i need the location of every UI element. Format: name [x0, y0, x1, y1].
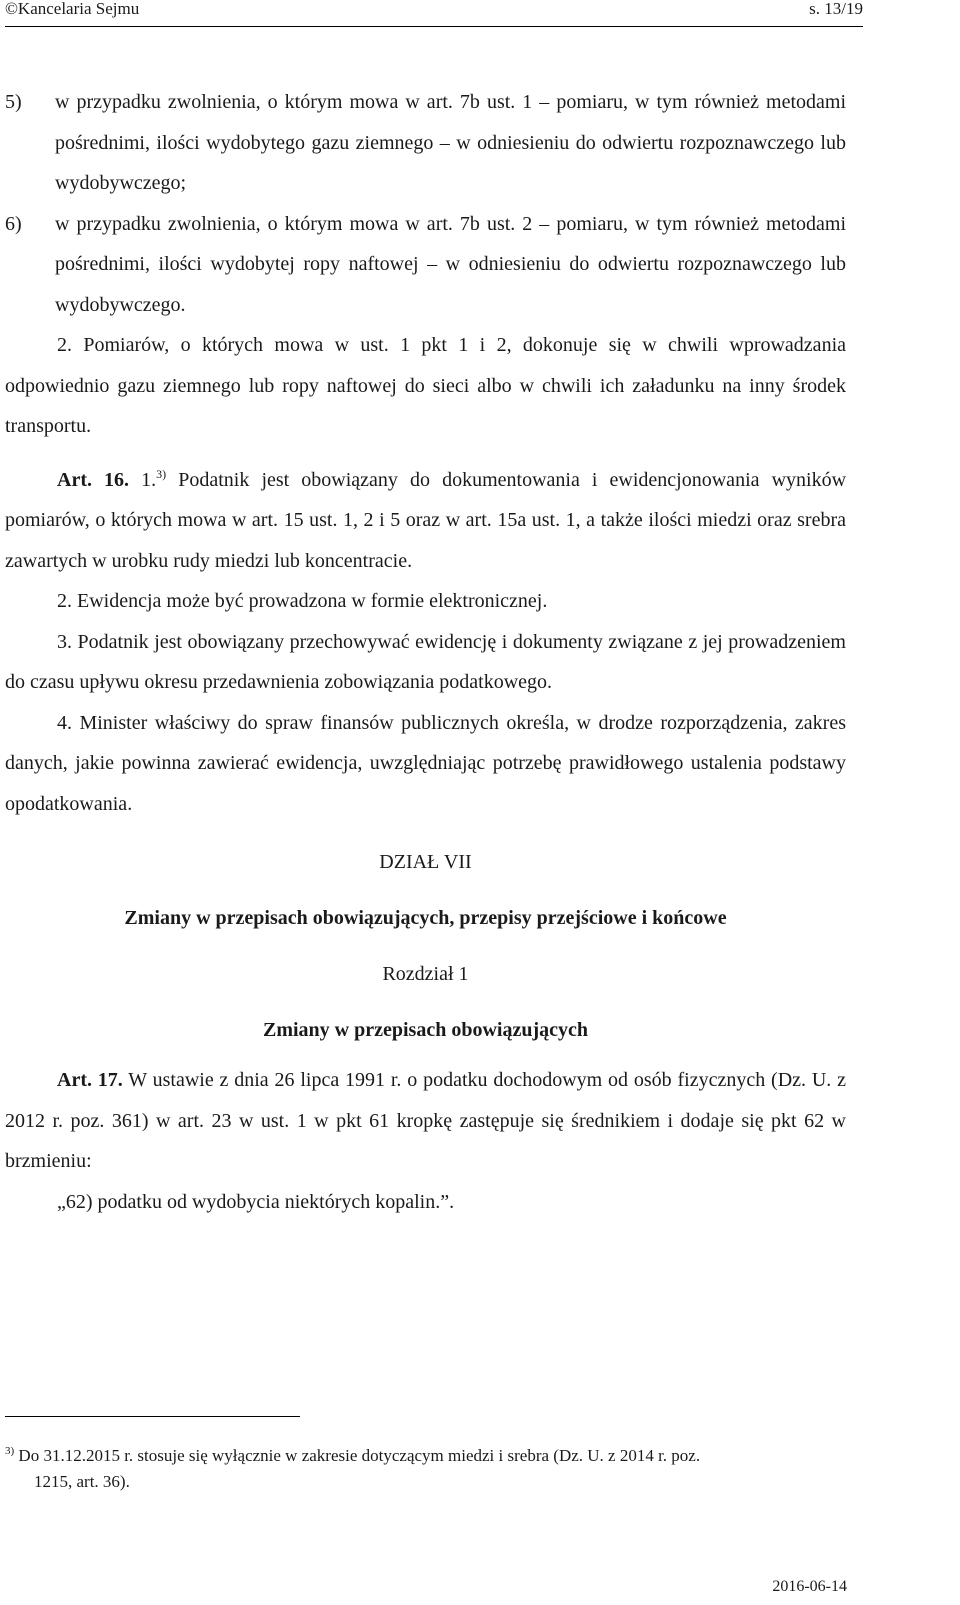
- footnote-text-line-1: Do 31.12.2015 r. stosuje się wyłącznie w zakresie dotyczącym miedzi i srebra (Dz. U. z 2014 r. poz.: [18, 1446, 701, 1465]
- art16-paragraph-4: 4. Minister właściwy do spraw finansów publicznych określa, w drodze rozporządzenia, zakres danych, jakie powinna zawierać ewidencja, uwzględniając potrzebę prawidłowego ustalenia podstawy opodatkowania.: [5, 711, 846, 815]
- art17-quote: „62) podatku od wydobycia niektórych kopalin.”.: [57, 1190, 455, 1213]
- footnote-ref: 3): [156, 466, 167, 481]
- list-item-number: 5): [5, 91, 22, 113]
- document-body: [5, 82, 846, 1222]
- paragraph-text: W ustawie z dnia 26 lipca 1991 r. o podatku dochodowym od osób fizycznych (Dz. U. z 2012 r. poz. 361) w art. 23 w ust. 1 w pkt 61 kropkę zastępuje się średnikiem i dodaje się pkt 62 w brzmieniu:: [5, 1069, 846, 1172]
- page-header: [5, 0, 863, 27]
- art15-paragraph-2: 2. Pomiarów, o których mowa w ust. 1 pkt 1 i 2, dokonuje się w chwili wprowadzania odpowiednio gazu ziemnego lub ropy naftowej do sieci albo w chwili ich załadunku na inny środek transportu.: [5, 334, 846, 437]
- paragraph-text: Podatnik jest obowiązany do dokumentowania i ewidencjonowania wyników pomiarów, o których mowa w art. 15 ust. 1, 2 i 5 oraz w art. 15a ust. 1, a także ilości miedzi oraz srebra zawartych w urobku rudy miedzi lub koncentracie.: [5, 468, 847, 572]
- list-item-number: 6): [5, 212, 22, 235]
- footnote: [5, 1443, 850, 1495]
- chapter-label: Rozdział 1: [382, 963, 469, 985]
- list-item-text: w przypadku zwolnienia, o którym mowa w art. 7b ust. 1 – pomiaru, w tym również metodami pośrednimi, ilości wydobytego gazu ziemnego – w odniesieniu do odwiertu rozpoznawczego lub wydobywczego;: [55, 91, 846, 194]
- page-number: s. 13/19: [809, 0, 863, 18]
- document-date: 2016-06-14: [772, 1578, 847, 1595]
- art16-paragraph-2: 2. Ewidencja może być prowadzona w formie elektronicznej.: [57, 590, 548, 612]
- list-item-text: w przypadku zwolnienia, o którym mowa w art. 7b ust. 2 – pomiaru, w tym również metodami pośrednimi, ilości wydobytej ropy naftowej – w odniesieniu do odwiertu rozpoznawczego lub wydobywczego.: [55, 212, 846, 316]
- art16-paragraph-1: [5, 460, 846, 582]
- art17-paragraph: [5, 1060, 846, 1182]
- footnote-separator: [5, 1416, 300, 1417]
- footnote-text-line-2: 1215, art. 36).: [34, 1472, 130, 1491]
- art16-paragraph-3: 3. Podatnik jest obowiązany przechowywać ewidencję i dokumenty związane z jej prowadzeniem do czasu upływu okresu przedawnienia zobowiązania podatkowego.: [5, 630, 846, 693]
- division-label: DZIAŁ VII: [379, 851, 472, 873]
- article-label: Art. 17.: [57, 1069, 123, 1091]
- list-item: [5, 204, 846, 326]
- division-title: Zmiany w przepisach obowiązujących, przepisy przejściowe i końcowe: [124, 907, 727, 929]
- chapter-title: Zmiany w przepisach obowiązujących: [263, 1019, 588, 1041]
- publisher-label: ©Kancelaria Sejmu: [5, 0, 140, 18]
- footnote-marker: 3): [5, 1445, 15, 1457]
- article-label: Art. 16.: [57, 468, 130, 491]
- list-item: [5, 82, 846, 204]
- paragraph-number: 1.: [141, 468, 157, 491]
